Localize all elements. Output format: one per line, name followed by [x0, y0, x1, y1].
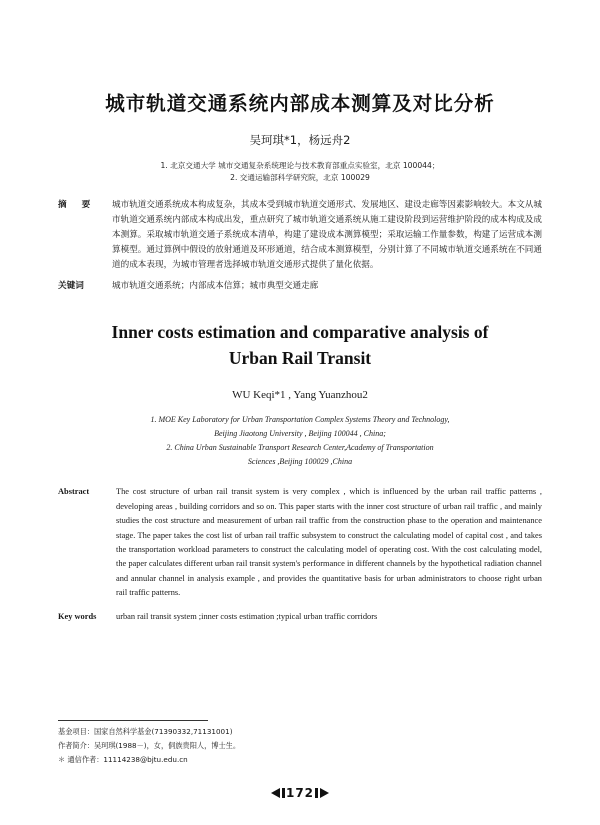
footnote-divider — [58, 720, 208, 721]
footnotes — [58, 720, 358, 767]
footnote-fund: 基金项目：国家自然科学基金(71390332,71131001) — [58, 726, 233, 736]
english-title-line-1: Inner costs estimation and comparative analysis of — [111, 322, 489, 343]
chinese-abstract-row — [58, 198, 542, 273]
page-number-value: 172 — [285, 786, 315, 800]
english-authors: WU Keqi*1 , Yang Yuanzhou2 — [232, 389, 368, 402]
english-abstract-text: The cost structure of urban rail transit system is very complex , which is influenced by the urban rail traffic patterns , developing areas , building corridors and so on. This paper starts with the inner cost structure of urban rail traffic , and mainly studies the cost structure and measurement of urban rail traffic from the construction phase to the operation and maintenance stage. The paper takes the cost list of urban rail traffic subsystem to construct the calculating model of capital cost , and takes the transportation workload parameters to construct the calculating model of operating cost. With the cost calculating model, the paper calculates different urban rail transit system's performance in different channels by the hypothetical radiation channel and annular channel in analysis example , and provides the quantitative basis for urban administrators to choose right urban rail traffic patterns. — [116, 487, 542, 598]
chinese-authors: 吴珂琪*1，杨远舟2 — [249, 133, 351, 147]
english-title — [58, 320, 542, 371]
english-affiliations — [58, 413, 542, 469]
english-keywords-label: Key words — [58, 611, 97, 621]
english-title-line-2: Urban Rail Transit — [228, 347, 372, 368]
chinese-keywords-label: 关键词 — [58, 281, 84, 292]
footnote-corresponding-author: ＊ 通信作者：11114238@bjtu.edu.cn — [58, 754, 188, 764]
chinese-keywords-text: 城市轨道交通系统；内部成本信算；城市典型交通走廊 — [112, 281, 319, 292]
english-affiliation-line-1: 1. MOE Key Laboratory for Urban Transportation Complex Systems Theory and Technology, — [150, 415, 450, 425]
chinese-affiliation-line-2: 2. 交通运输部科学研究院，北京 100029 — [230, 173, 370, 183]
chinese-affiliation-line-1: 1. 北京交通大学 城市交通复杂系统理论与技术教育部重点实验室，北京 100044； — [160, 161, 440, 170]
english-abstract-row — [58, 485, 542, 601]
chinese-abstract-text: 城市轨道交通系统成本构成复杂，其成本受到城市轨道交通形式、发展地区、建设走廊等因素影响较大。本文从城市轨道交通系统内部成本构成出发，重点研究了城市轨道交通系统从施工建设阶段到运营维护阶段的成本构成及成本测算。采取城市轨道交通子系统成本清单，构建了建设成本测算模型；采取运输工作量参数，构建了运营成本测算模型。通过算例中假设的放射通道及环形通道，结合成本测算模型，分别计算了不同城市轨道交通系统在不同通道的成本表现，为城市管理者选择城市轨道交通形式提供了量化依据。 — [112, 200, 542, 271]
chinese-title: 城市轨道交通系统内部成本测算及对比分析 — [105, 92, 495, 115]
chinese-abstract-block — [58, 198, 542, 294]
english-affiliation-line-2: Beijing Jiaotong University , Beijing 100044 , China; — [214, 429, 386, 439]
footnote-author-bio: 作者简介：吴珂琪(1988－)，女，侗族贵阳人，博士生。 — [58, 740, 241, 750]
english-affiliation-line-4: Sciences ,Beijing 100029 ,China — [247, 457, 353, 467]
english-affiliation-line-3: 2. China Urban Sustainable Transport Research Center,Academy of Transportation — [166, 443, 434, 453]
english-keywords-row — [58, 610, 542, 624]
english-abstract-label: Abstract — [58, 487, 90, 497]
right-bar-decoration — [315, 788, 318, 798]
left-arrow-icon — [271, 788, 280, 798]
chinese-keywords-row — [58, 279, 542, 294]
left-bar-decoration — [282, 788, 285, 798]
page-number-area — [0, 785, 600, 803]
right-arrow-icon — [320, 788, 329, 798]
english-keywords-text: urban rail transit system ;inner costs estimation ;typical urban traffic corridors — [116, 611, 378, 621]
page-number — [271, 786, 329, 800]
chinese-affiliations — [58, 160, 542, 184]
chinese-abstract-label: 摘 要 — [58, 200, 97, 211]
english-abstract-block — [58, 485, 542, 624]
